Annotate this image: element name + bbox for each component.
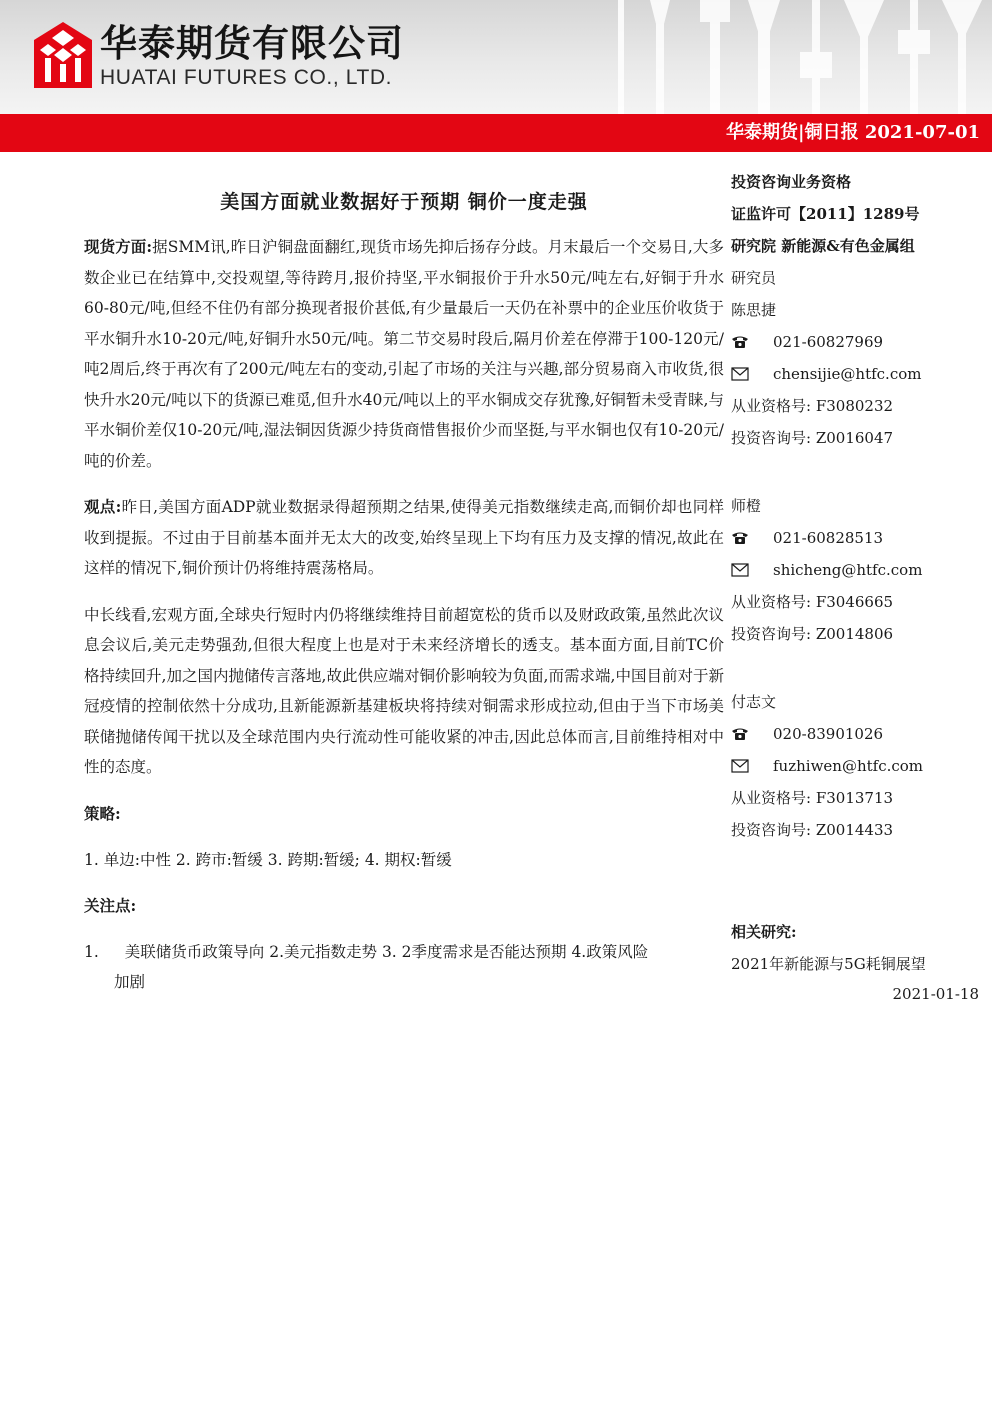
analyst-name: 陈思捷 <box>731 301 777 319</box>
license-number: 证监许可【2011】1289号 <box>731 205 920 223</box>
email-icon <box>731 563 749 577</box>
phone-icon <box>731 727 749 741</box>
view-label: 观点: <box>84 497 122 516</box>
qualification: 投资咨询业务资格 <box>731 173 852 191</box>
spot-label: 现货方面: <box>84 237 153 256</box>
analyst-email: shicheng@htfc.com <box>731 554 979 586</box>
phone-icon <box>731 531 749 545</box>
analyst-advisory: 投资咨询号: Z0014433 <box>731 821 894 839</box>
report-banner <box>0 114 992 152</box>
analyst-email: chensijie@htfc.com <box>731 358 979 390</box>
analyst-advisory: 投资咨询号: Z0016047 <box>731 429 894 447</box>
analyst-phone: 020-83901026 <box>731 718 979 750</box>
article-title: 美国方面就业数据好于预期 铜价一度走强 <box>220 191 588 213</box>
sidebar <box>731 166 979 1008</box>
analyst-name: 师橙 <box>731 497 762 515</box>
focus-number: 1. <box>84 942 99 961</box>
article-body <box>84 182 724 997</box>
phone-icon <box>731 335 749 349</box>
analyst-phone: 021-60827969 <box>731 326 979 358</box>
analyst-cert: 从业资格号: F3046665 <box>731 593 894 611</box>
page-header <box>0 0 992 114</box>
related-heading: 相关研究: <box>731 923 797 941</box>
related-date: 2021-01-18 <box>892 985 979 1003</box>
analyst-cert: 从业资格号: F3013713 <box>731 789 894 807</box>
long-term-paragraph: 中长线看,宏观方面,全球央行短时内仍将继续维持目前超宽松的货币以及财政政策,虽然此次议息会议后,美元走势强劲,但很大程度上也是对于未来经济增长的透支。基本面方面,目前TC价格持续回升,加之国内抛储传言落地,故此供应端对铜价影响较为负面,而需求端,中国目前对于新冠疫情的控制依然十分成功,且新能源新基建板块将持续对铜需求形成拉动,但由于当下市场美联储抛储传闻干扰以及全球范围内央行流动性可能收紧的冲击,因此总体而言,目前维持相对中性的态度。 <box>84 605 724 776</box>
report-banner-text: 华泰期货|铜日报 2021-07-01 <box>726 122 980 143</box>
focus-items: 美联储货币政策导向 2.美元指数走势 3. 2季度需求是否能达预期 4.政策风险 <box>124 942 649 961</box>
view-text: 昨日,美国方面ADP就业数据录得超预期之结果,使得美元指数继续走高,而铜价却也同样收到提振。不过由于目前基本面并无太大的改变,始终呈现上下均有压力及支撑的情况,故此在这样的情况下,铜价预计仍将维持震荡格局。 <box>84 498 724 577</box>
analyst-email: fuzhiwen@htfc.com <box>731 750 979 782</box>
email-icon <box>731 759 749 773</box>
strategy-text: 1. 单边:中性 2. 跨市:暂缓 3. 跨期:暂缓; 4. 期权:暂缓 <box>84 850 452 869</box>
institute: 研究院 新能源&有色金属组 <box>731 237 915 255</box>
strategy-heading: 策略: <box>84 803 121 823</box>
analyst-name: 付志文 <box>731 693 777 711</box>
focus-line-1 <box>84 937 724 967</box>
header-decoration <box>560 0 992 114</box>
spot-paragraph <box>84 232 724 476</box>
focus-heading: 关注点: <box>84 895 137 915</box>
analyst-advisory: 投资咨询号: Z0014806 <box>731 625 894 643</box>
related-title[interactable]: 2021年新能源与5G耗铜展望 <box>731 955 926 973</box>
spot-text: 据SMM讯,昨日沪铜盘面翻红,现货市场先抑后扬存分歧。月末最后一个交易日,大多数企业已在结算中,交投观望,等待跨月,报价持坚,平水铜报价于升水50元/吨左右,好铜于升水60-80元/吨,但经不住仍有部分换现者报价甚低,有少量最后一天仍在补票中的企业压价收货于平水铜升水10-20元/吨,好铜升水50元/吨。第二节交易时段后,隔月价差在停滞于100-120元/吨2周后,终于再次有了200元/吨左右的变动,引起了市场的关注与兴趣,部分贸易商入市收货,很快升水20元/吨以下的货源已难觅,但升水40元/吨以上的平水铜成交存犹豫,好铜暂未受青睐,与平水铜价差仅10-20元/吨,湿法铜因货源少持货商惜售报价少而坚挺,与平水铜也仅有10-20元/吨的价差。 <box>84 238 724 470</box>
company-name-en: HUATAI FUTURES CO., LTD. <box>100 66 393 89</box>
email-icon <box>731 367 749 381</box>
view-paragraph <box>84 492 724 584</box>
focus-line-2: 加剧 <box>114 972 146 991</box>
company-name-cn: 华泰期货有限公司 <box>100 22 404 65</box>
logo-mark <box>34 22 92 88</box>
role-label: 研究员 <box>731 269 777 287</box>
analyst-cert: 从业资格号: F3080232 <box>731 397 894 415</box>
analyst-phone: 021-60828513 <box>731 522 979 554</box>
